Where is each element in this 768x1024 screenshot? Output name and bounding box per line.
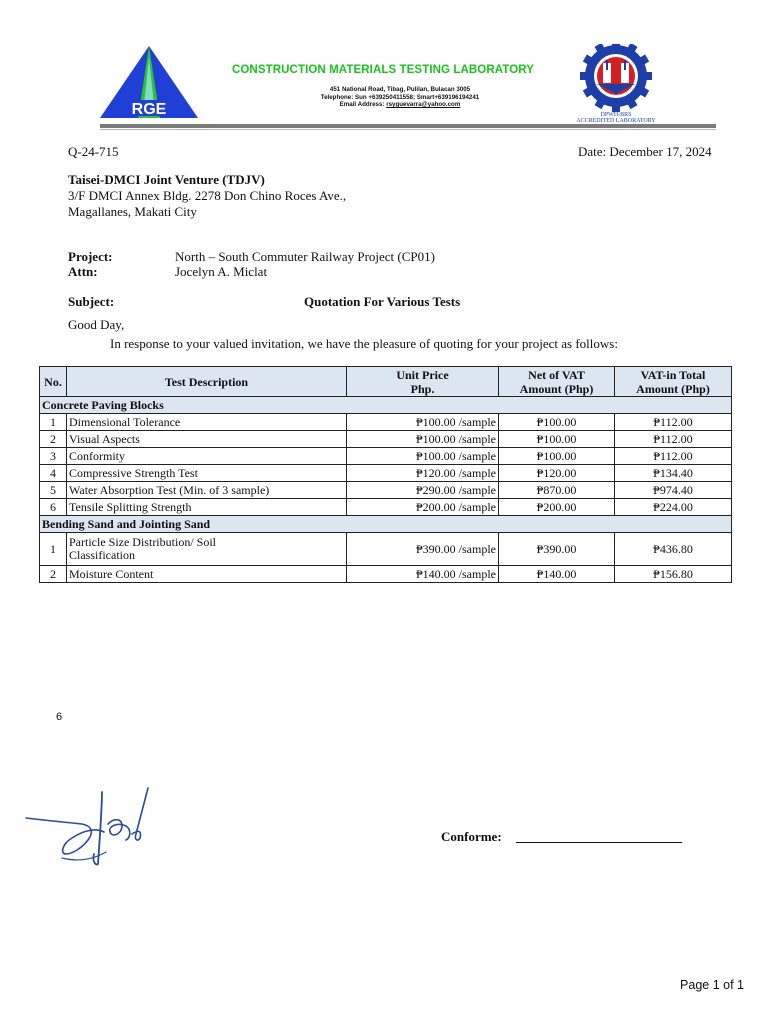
table-row [40,448,732,465]
subject-label: Subject: [68,294,115,309]
page-number: Page 1 of 1 [680,978,744,992]
col-unit-price-header-l2: Php. [410,381,435,396]
row-desc: Tensile Splitting Strength [67,499,347,516]
table-row [40,566,732,583]
col-unit-price-header-l1: Unit Price [396,367,449,382]
table-row [40,533,732,566]
row-unit-price: ₱390.00 /sample [347,533,499,566]
row-unit-price: ₱100.00 /sample [347,414,499,431]
row-desc: Moisture Content [67,566,347,583]
lab-name: CONSTRUCTION MATERIALS TESTING LABORATORY [231,64,535,76]
col-desc-header: Test Description [67,367,347,397]
row-no: 4 [40,465,67,482]
row-vat: ₱436.80 [615,533,732,566]
row-unit-price: ₱120.00 /sample [347,465,499,482]
row-no: 1 [40,533,67,566]
col-net-header-l2: Amount (Php) [519,381,594,396]
col-vat-header-l2: Amount (Php) [636,381,710,396]
row-vat: ₱112.00 [615,414,732,431]
seal-caption-2: ACCREDITED LABORATORY [576,118,656,124]
row-desc-line-2: Classification [69,548,135,562]
row-desc: Water Absorption Test (Min. of 3 sample) [67,482,347,499]
attn-value: Jocelyn A. Miclat [175,264,268,279]
row-desc [67,533,347,566]
row-net: ₱100.00 [499,431,615,448]
table-row [40,499,732,516]
row-net: ₱140.00 [499,566,615,583]
row-net: ₱100.00 [499,448,615,465]
row-no: 3 [40,448,67,465]
greeting: Good Day, [68,317,125,332]
group-row-sand [40,516,732,533]
date-value: December 17, 2024 [609,144,712,159]
lab-email-line [250,101,550,109]
row-no: 1 [40,414,67,431]
row-vat: ₱112.00 [615,431,732,448]
lab-telephone: Telephone: Sun +639250411558; Smart+639196194241 [320,93,480,101]
row-no: 6 [40,499,67,516]
lab-address-block [250,86,550,109]
col-net-header [499,367,615,397]
header-divider-thin [100,129,716,130]
row-unit-price: ₱200.00 /sample [347,499,499,516]
col-net-header-l1: Net of VAT [528,367,585,382]
recipient-address-1: 3/F DMCI Annex Bldg. 2278 Don Chino Roces Ave., [68,188,347,203]
table-header-row [40,367,732,397]
row-net: ₱120.00 [499,465,615,482]
conforme-signature-line[interactable] [516,842,682,843]
intro-text: In response to your valued invitation, we have the pleasure of quoting for your project as follows: [110,336,618,351]
col-no-header: No. [40,367,67,397]
attn-label: Attn: [68,264,98,279]
row-net: ₱870.00 [499,482,615,499]
row-desc: Conformity [67,448,347,465]
quotation-table [39,366,732,583]
date-label: Date: [578,144,607,159]
row-vat: ₱974.40 [615,482,732,499]
table-row [40,414,732,431]
reference-number: Q-24-715 [68,144,119,159]
email-label: Email Address: [339,101,385,109]
row-unit-price: ₱100.00 /sample [347,448,499,465]
project-value: North – South Commuter Railway Project (CP01) [175,249,435,264]
row-vat: ₱134.40 [615,465,732,482]
row-desc: Dimensional Tolerance [67,414,347,431]
col-vat-header [615,367,732,397]
row-no: 2 [40,566,67,583]
project-label: Project: [68,249,113,264]
conforme-label: Conforme: [441,829,502,844]
table-row [40,431,732,448]
row-net: ₱100.00 [499,414,615,431]
col-unit-price-header [347,367,499,397]
recipient-name: Taisei-DMCI Joint Venture (TDJV) [68,172,265,187]
row-unit-price: ₱100.00 /sample [347,431,499,448]
group-label: Bending Sand and Jointing Sand [40,516,732,533]
lab-address: 451 National Road, Tibag, Pulilan, Bulacan 3005 [329,86,471,93]
stray-mark: 6 [56,711,63,723]
row-vat: ₱224.00 [615,499,732,516]
email-link[interactable]: rsyguevarra@yahoo.com [386,101,461,109]
row-vat: ₱156.80 [615,566,732,583]
header-divider [100,124,716,128]
row-no: 2 [40,431,67,448]
date-line [578,144,712,160]
row-desc-line-1: Particle Size Distribution/ Soil [69,535,216,549]
table-row [40,482,732,499]
row-desc: Compressive Strength Test [67,465,347,482]
handwritten-signature [22,784,162,870]
row-net: ₱200.00 [499,499,615,516]
table-row [40,465,732,482]
row-vat: ₱112.00 [615,448,732,465]
group-label: Concrete Paving Blocks [40,397,732,414]
rge-logo-text: RGE [131,101,167,118]
row-net: ₱390.00 [499,533,615,566]
col-vat-header-l1: VAT-in Total [640,367,706,382]
subject-value: Quotation For Various Tests [304,294,461,309]
group-row-concrete [40,397,732,414]
rge-logo [98,44,200,120]
seal-caption-1: DPWH-BRS [600,112,632,118]
recipient-address-2: Magallanes, Makati City [68,204,197,219]
row-desc: Visual Aspects [67,431,347,448]
row-unit-price: ₱290.00 /sample [347,482,499,499]
dpwh-brs-seal [570,44,662,124]
row-unit-price: ₱140.00 /sample [347,566,499,583]
row-no: 5 [40,482,67,499]
